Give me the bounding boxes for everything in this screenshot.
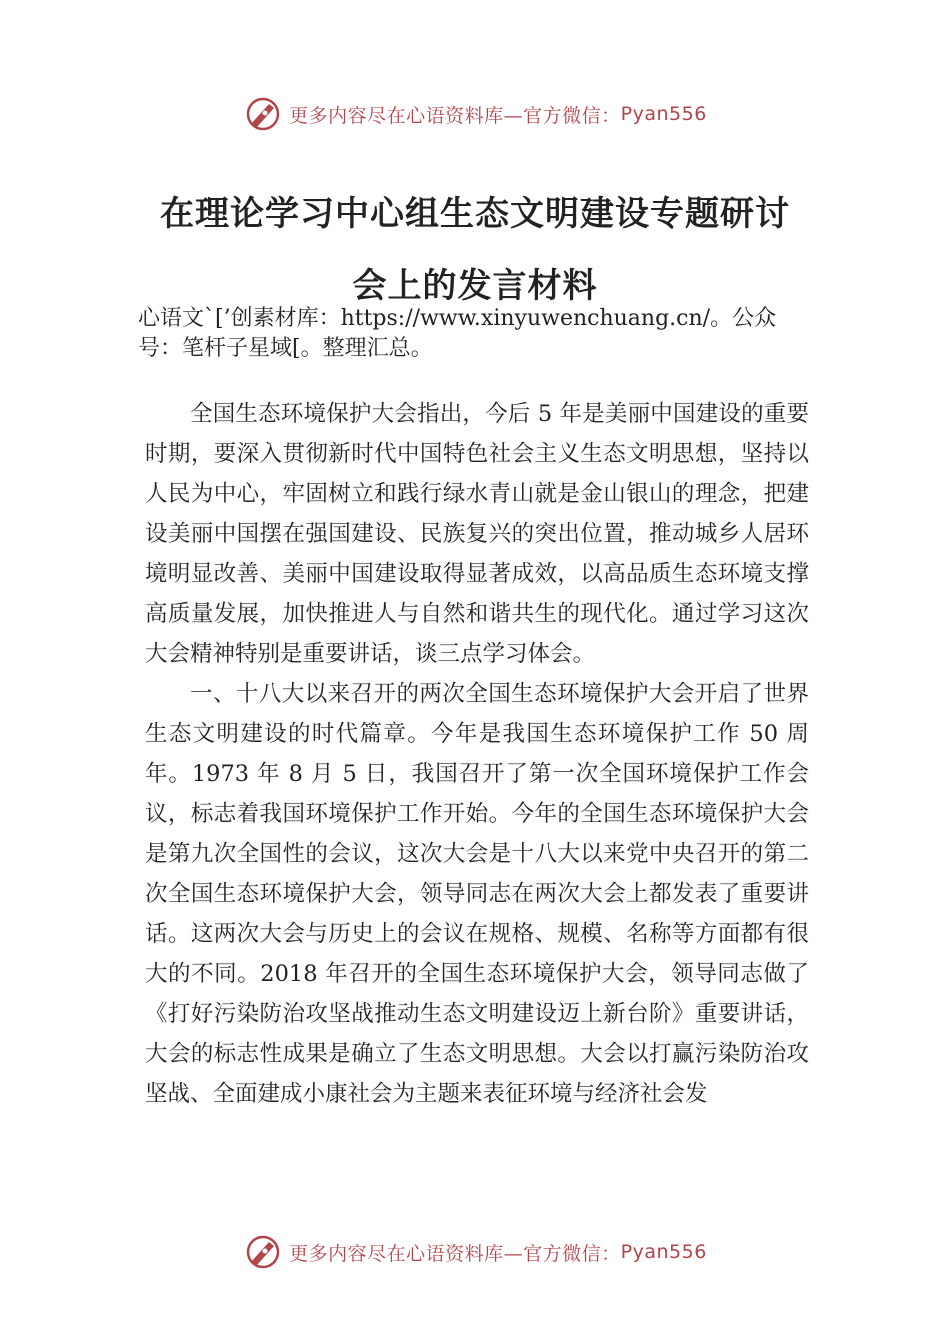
pen-logo-icon — [243, 1232, 283, 1272]
paragraph-section-1: 一、十八大以来召开的两次全国生态环境保护大会开启了世界生态文明建设的时代篇章。今年是我国生态环境保护工作 50 周年。1973 年 8 月 5 日，我国召开了第一次全国环境保护工作会议，标志着我国环境保护工作开始。今年的全国生态环境保护大会是第九次全国性的会议，这次大会是十八大以来党中央召开的第二次全国生态环境保护大会，领导同志在两次大会上都发表了重要讲话。这两次大会与历史上的会议在规格、规模、名称等方面都有很大的不同。2018 年召开的全国生态环境保护大会，领导同志做了《打好污染防治攻坚战推动生态文明建设迈上新台阶》重要讲话，大会的标志性成果是确立了生态文明思想。大会以打赢污染防治攻坚战、全面建成小康社会为主题来表征环境与经济社会发 — [145, 681, 809, 1107]
pen-logo-icon — [243, 94, 283, 134]
document-title-line-1: 在理论学习中心组生态文明建设专题研讨 — [160, 194, 790, 234]
banner-wechat-id: Pyan556 — [620, 1241, 707, 1263]
banner-text: 更多内容尽在心语资料库—官方微信： — [289, 104, 621, 127]
source-note: 心语文`[’创素材库：https://www.xinyuwenchuang.cn/。公众号：笔杆子星域[。整理汇总。 — [138, 306, 777, 361]
footer-banner — [0, 1232, 950, 1272]
banner-wechat-id: Pyan556 — [620, 103, 707, 125]
paragraph-intro: 全国生态环境保护大会指出，今后 5 年是美丽中国建设的重要时期，要深入贯彻新时代中国特色社会主义生态文明思想，坚持以人民为中心，牢固树立和践行绿水青山就是金山银山的理念，把建设美丽中国摆在强国建设、民族复兴的突出位置，推动城乡人居环境明显改善、美丽中国建设取得显著成效，以高品质生态环境支撑高质量发展，加快推进人与自然和谐共生的现代化。通过学习这次大会精神特别是重要讲话，谈三点学习体会。 — [145, 401, 809, 667]
banner-text: 更多内容尽在心语资料库—官方微信： — [289, 1242, 621, 1265]
header-banner — [0, 94, 950, 134]
document-title-line-2: 会上的发言材料 — [352, 266, 598, 306]
document-body — [145, 394, 809, 1114]
